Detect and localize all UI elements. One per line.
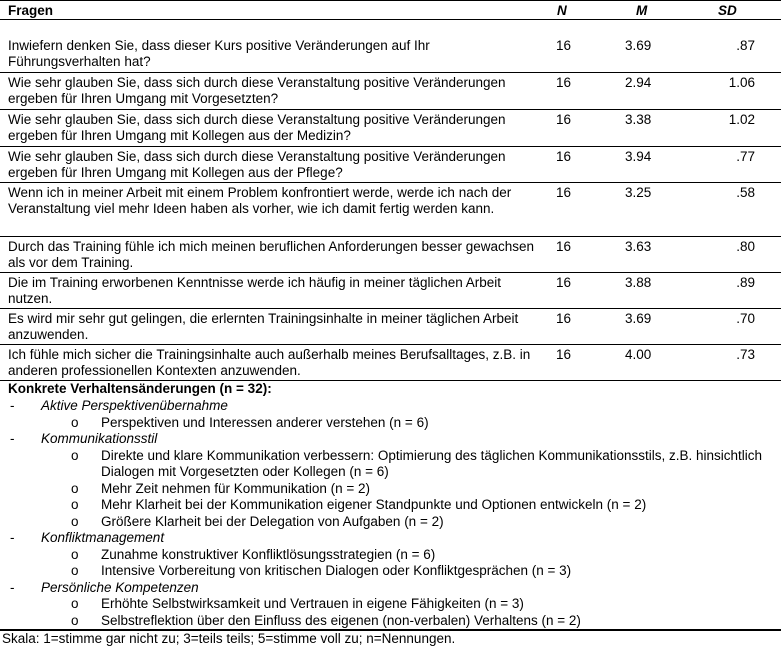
mean-value: 3.69 [625,311,652,326]
list-item [0,547,781,564]
circle-bullet-icon: o [71,480,79,496]
dash-bullet: - [10,431,15,446]
question-text: Wie sehr glauben Sie, dass sich durch diese Veranstaltung positive Veränderungen ergeben für Ihren Umgang mit Vorgesetzten? [8,75,506,106]
sd-value: .77 [736,149,755,164]
behavior-changes-section [0,381,781,630]
category-heading [0,431,781,448]
table-row [0,309,781,345]
sd-value: .80 [736,239,755,254]
category-heading [0,580,781,597]
question-text: Ich fühle mich sicher die Trainingsinhalte auch außerhalb meines Berufsalltages, z.B. in anderen professionellen Kontexten anzuwenden. [8,347,531,378]
sd-value: .87 [736,38,755,53]
sd-value: .89 [736,275,755,290]
table-row [0,147,781,183]
circle-bullet-icon: o [71,563,79,578]
table-row [0,73,781,110]
table-header [0,0,781,20]
question-text: Durch das Training fühle ich mich meinen beruflichen Anforderungen besser gewachsen als vor dem Training. [8,239,535,270]
list-item-text: Intensive Vorbereitung von kritischen Dialogen oder Konfliktgesprächen (n = 3) [101,563,572,578]
list-item [0,514,781,531]
section-title: Konkrete Verhaltensänderungen (n = 32): [8,381,272,396]
mean-value: 3.88 [625,275,652,290]
n-value: 16 [556,311,572,326]
list-item [0,448,781,481]
mean-value: 3.69 [625,38,652,53]
circle-bullet-icon: o [71,546,79,562]
list-item-text: Mehr Klarheit bei der Kommunikation eigener Standpunkte und Optionen entwickeln (n = 2) [101,497,647,512]
list-item-text: Erhöhte Selbstwirksamkeit und Vertrauen in eigene Fähigkeiten (n = 3) [101,596,524,611]
mean-value: 4.00 [625,347,652,362]
n-value: 16 [556,347,572,362]
circle-bullet-icon: o [71,513,79,529]
category-heading [0,530,781,547]
table-row [0,110,781,147]
sd-value: .58 [736,185,755,200]
question-text: Wie sehr glauben Sie, dass sich durch diese Veranstaltung positive Veränderungen ergeben für Ihren Umgang mit Kollegen aus der Medizin? [8,112,506,143]
category-name: Aktive Perspektivenübernahme [41,398,228,413]
question-text: Wenn ich in meiner Arbeit mit einem Problem konfrontiert werde, werde ich nach der Veranstaltung viel mehr Ideen haben als vorher, wie ich damit fertig werden kann. [8,185,512,216]
dash-bullet: - [10,579,15,595]
mean-value: 3.25 [625,185,652,200]
dash-bullet: - [10,398,15,413]
question-text: Wie sehr glauben Sie, dass sich durch diese Veranstaltung positive Veränderungen ergeben für Ihren Umgang mit Kollegen aus der Pflege? [8,149,506,180]
category-heading [0,398,781,415]
list-item-text: Größere Klarheit bei der Delegation von Aufgaben (n = 2) [101,513,444,529]
n-value: 16 [556,185,572,200]
header-n: N [557,3,567,18]
list-item-text: Selbstreflektion über den Einfluss des eigenen (non-verbalen) Verhaltens (n = 2) [101,612,581,628]
n-value: 16 [556,239,572,254]
dash-bullet: - [10,530,15,545]
table-row [0,345,781,381]
category-name: Persönliche Kompetenzen [41,579,199,595]
sd-value: 1.02 [728,112,755,127]
scale-footnote: Skala: 1=stimme gar nicht zu; 3=teils teils; 5=stimme voll zu; n=Nennungen. [0,630,781,647]
list-item [0,481,781,498]
n-value: 16 [556,275,572,290]
category-name: Konfliktmanagement [41,530,165,545]
mean-value: 3.38 [625,112,652,127]
circle-bullet-icon: o [71,612,79,628]
question-text: Inwiefern denken Sie, dass dieser Kurs positive Veränderungen auf Ihr Führungsverhalten hat? [8,38,430,69]
circle-bullet-icon: o [71,596,79,611]
header-sd: SD [718,3,737,18]
mean-value: 3.94 [625,149,652,164]
list-item [0,497,781,514]
circle-bullet-icon: o [71,497,79,512]
list-item-text: Perspektiven und Interessen anderer verstehen (n = 6) [101,414,429,430]
table-row [0,183,781,237]
n-value: 16 [556,112,572,127]
category-list [0,398,781,629]
question-rows [0,36,781,381]
circle-bullet-icon: o [71,447,79,463]
mean-value: 3.63 [625,239,652,254]
table-row [0,273,781,309]
question-text: Die im Training erworbenen Kenntnisse werde ich häufig in meiner täglichen Arbeit nutzen. [8,275,502,306]
sd-value: .70 [736,311,755,326]
header-fragen: Fragen [8,3,54,18]
list-item-text: Zunahme konstruktiver Konfliktlösungsstrategien (n = 6) [101,546,436,562]
mean-value: 2.94 [625,75,652,90]
n-value: 16 [556,38,572,53]
table-row [0,36,781,73]
list-item [0,563,781,580]
n-value: 16 [556,75,572,90]
list-item-text: Direkte und klare Kommunikation verbessern: Optimierung des täglichen Kommunikationsstils, z.B. hinsichtlich Dialogen mit Vorgesetzten oder Kollegen (n = 6) [101,447,763,479]
question-text: Es wird mir sehr gut gelingen, die erlernten Trainingsinhalte in meiner täglichen Arbeit anzuwenden. [8,311,519,342]
list-item [0,596,781,613]
header-m: M [636,3,648,18]
n-value: 16 [556,149,572,164]
category-name: Kommunikationsstil [41,431,158,446]
list-item-text: Mehr Zeit nehmen für Kommunikation (n = 2) [101,480,370,496]
circle-bullet-icon: o [71,414,79,430]
list-item [0,415,781,432]
list-item [0,613,781,630]
sd-value: .73 [736,347,755,362]
table-row [0,237,781,273]
sd-value: 1.06 [728,75,755,90]
